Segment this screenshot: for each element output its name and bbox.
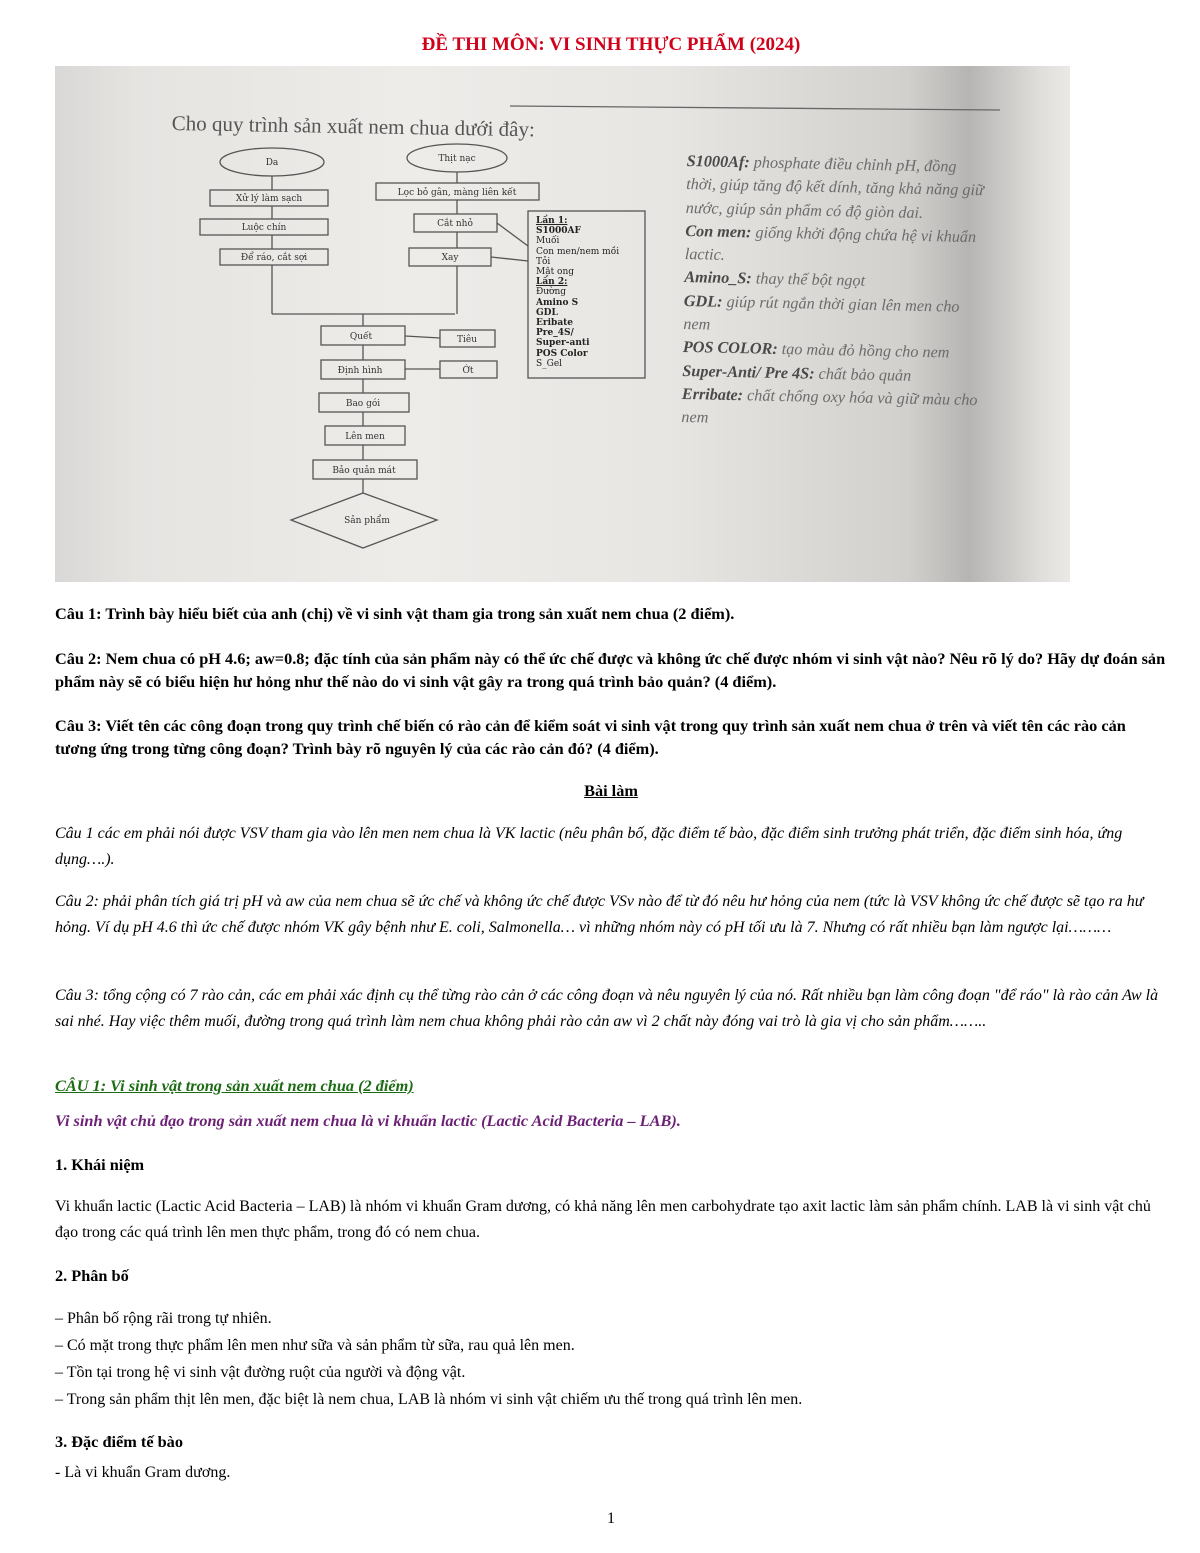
list-item: – Tồn tại trong hệ vi sinh vật đường ruột của người và động vật. bbox=[55, 1364, 466, 1381]
section-3-text: - Là vi khuẩn Gram dương. bbox=[55, 1464, 231, 1481]
question-3: Câu 3: Viết tên các công đoạn trong quy trình chế biến có rào cản để kiểm soát vi sinh vật trong quy trình sản xuất nem chua ở trên và viết tên các rào cản tương ứng trong từng công đoạn? Trình bày rõ nguyên lý của các rào cản đó? (4 điểm). bbox=[55, 716, 1126, 758]
answer-1-subheading: Vi sinh vật chủ đạo trong sản xuất nem chua là vi khuẩn lactic (Lactic Acid Bacteria – LAB). bbox=[55, 1111, 681, 1130]
section-2-title: 2. Phân bố bbox=[55, 1266, 129, 1285]
note-super-anti: Super-Anti/ Pre 4S: chất bảo quản bbox=[682, 361, 912, 385]
ingredient-item: Mật ong bbox=[536, 267, 575, 278]
flow-node-ot: Ớt bbox=[462, 366, 474, 376]
note-erribate: Erribate: chất chống oxy hóa và giữ màu cho nem bbox=[681, 384, 978, 427]
grading-note-3: Câu 3: tổng cộng có 7 rào cản, các em phải xác định cụ thể từng rào cản ở các công đoạn và nêu nguyên lý của nó. Rất nhiều bạn làm công đoạn "để ráo" là rào cản Aw là sai nhé. Hay việc thêm muối, đường trong quá trình làm nem chua không phải rào cản aw vì 2 chất này đóng vai trò là gia vị cho sản phẩm…….. bbox=[55, 987, 1159, 1030]
ingredient-item: Tỏi bbox=[536, 256, 551, 267]
flow-node-dinh-hinh: Định hình bbox=[337, 366, 383, 376]
flow-node-quet: Quết bbox=[349, 332, 373, 342]
ingredient-list bbox=[536, 216, 646, 369]
grading-note-1: Câu 1 các em phải nói được VSV tham gia vào lên men nem chua là VK lactic (nêu phân bố, đặc điểm tế bào, đặc điểm sinh trưởng phát triển, đặc điểm sinh hóa, ứng dụng….). bbox=[55, 825, 1123, 868]
flow-node-san-pham: Sản phẩm bbox=[344, 516, 390, 526]
flow-node-len-men: Lên men bbox=[345, 432, 385, 442]
flow-node-xay: Xay bbox=[441, 253, 459, 263]
ingredient-item: Con men/nem mồi bbox=[536, 246, 620, 257]
flow-node-bao-goi: Bao gói bbox=[345, 399, 381, 409]
grading-note-2: Câu 2: phải phân tích giá trị pH và aw của nem chua sẽ ức chế và không ức chế được VSv nào để từ đó nêu hư hỏng của nem (tức là VSV không ức chế được sẽ tạo ra hư hỏng. Ví dụ pH 4.6 thì ức chế được nhóm VK gây bệnh như E. coli, Salmonella… vì những nhóm này có pH tối ưu là 7. Nhưng có rất nhiều bạn làm ngược lại……… bbox=[55, 893, 1144, 936]
flow-node-thit-nac: Thịt nạc bbox=[438, 154, 476, 164]
question-2: Câu 2: Nem chua có pH 4.6; aw=0.8; đặc tính của sản phẩm này có thể ức chế được và không ức chế được nhóm vi sinh vật nào? Nêu rõ lý do? Hãy dự đoán sản phẩm này sẽ có biểu hiện hư hỏng như thế nào do vi sinh vật gây ra trong quá trình bảo quản? (4 điểm). bbox=[55, 649, 1166, 691]
list-item: – Phân bố rộng rãi trong tự nhiên. bbox=[55, 1310, 272, 1327]
process-diagram-photo bbox=[55, 66, 1070, 582]
note-con-men: Con men: giống khởi động chứa hệ vi khuẩn lactic. bbox=[684, 221, 977, 265]
flow-node-de-rao: Để ráo, cắt sợi bbox=[240, 253, 308, 263]
ingredient-item: Eribate bbox=[536, 318, 574, 329]
answer-heading: Bài làm bbox=[584, 781, 638, 800]
diagram-heading: Cho quy trình sản xuất nem chua dưới đây: bbox=[171, 111, 536, 142]
ingredient-item: Amino S bbox=[536, 297, 579, 308]
list-item: – Trong sản phẩm thịt lên men, đặc biệt là nem chua, LAB là nhóm vi sinh vật chiếm ưu thế trong quá trình lên men. bbox=[55, 1391, 803, 1408]
ingredient-item: Đường bbox=[536, 287, 567, 298]
section-1-title: 1. Khái niệm bbox=[55, 1155, 145, 1174]
flow-node-luoc-chin: Luộc chín bbox=[241, 223, 287, 233]
document-title: ĐỀ THI MÔN: VI SINH THỰC PHẨM (2024) bbox=[421, 34, 801, 55]
note-s1000af: S1000Af: phosphate điều chỉnh pH, đồng thời, giúp tăng độ kết dính, tăng khả năng giữ nước, giúp sản phẩm có độ giòn dai. bbox=[685, 151, 984, 222]
ingredient-item: Muối bbox=[536, 236, 560, 247]
note-amino-s: Amino_S: thay thế bột ngọt bbox=[684, 268, 866, 291]
ingredient-item: Super-anti bbox=[536, 338, 590, 349]
section-3-title: 3. Đặc điểm tế bào bbox=[55, 1432, 183, 1451]
ingredient-item: S1000AF bbox=[536, 226, 581, 237]
flow-node-cat-nho: Cắt nhỏ bbox=[437, 219, 473, 229]
ingredient-item: GDL bbox=[536, 307, 558, 318]
section-1-text: Vi khuẩn lactic (Lactic Acid Bacteria – LAB) là nhóm vi khuẩn Gram dương, có khả năng lên men carbohydrate tạo axit lactic làm sản phẩm chính. LAB là vi sinh vật chủ đạo trong các quá trình lên men thực phẩm, trong đó có nem chua. bbox=[55, 1198, 1151, 1241]
flow-node-loc-bo-gan: Lọc bỏ gân, màng liên kết bbox=[397, 188, 517, 198]
section-2-list bbox=[55, 1305, 1170, 1413]
note-gdl: GDL: giúp rút ngắn thời gian lên men cho nem bbox=[683, 291, 960, 334]
flow-node-da: Da bbox=[265, 158, 279, 168]
flow-node-bao-quan: Bảo quản mát bbox=[332, 466, 396, 476]
flow-node-tieu: Tiêu bbox=[456, 335, 478, 345]
note-pos-color: POS COLOR: tạo màu đỏ hồng cho nem bbox=[682, 338, 950, 362]
page-number: 1 bbox=[607, 1510, 615, 1527]
flow-node-xu-ly: Xử lý làm sạch bbox=[235, 194, 303, 204]
list-item: – Có mặt trong thực phẩm lên men như sữa và sản phẩm từ sữa, rau quả lên men. bbox=[55, 1337, 575, 1354]
ingredient-item: POS Color bbox=[536, 348, 588, 359]
answer-1-heading: CÂU 1: Vi sinh vật trong sản xuất nem chua (2 điểm) bbox=[55, 1076, 414, 1095]
ingredient-item: S_Gel bbox=[536, 358, 563, 369]
question-1: Câu 1: Trình bày hiểu biết của anh (chị) về vi sinh vật tham gia trong sản xuất nem chua (2 điểm). bbox=[55, 604, 735, 623]
ingredient-item: Pre_4S/ bbox=[536, 328, 574, 339]
ingredient-item: Lần 1: bbox=[536, 216, 568, 226]
additive-notes bbox=[681, 150, 987, 436]
ingredient-item: Lần 2: bbox=[536, 277, 568, 288]
